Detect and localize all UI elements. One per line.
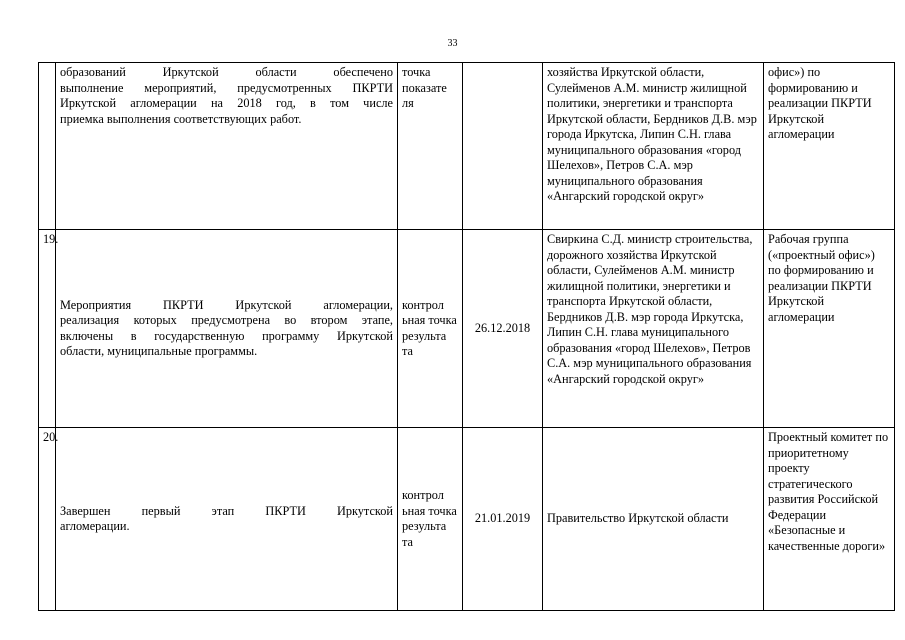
plan-table bbox=[38, 62, 895, 611]
row-body: офис») по формированию и реализации ПКРТИ Иркутской агломерации bbox=[764, 63, 895, 230]
page-number: 33 bbox=[447, 38, 458, 49]
row-description bbox=[56, 230, 398, 428]
row-date: 21.01.2019 bbox=[463, 428, 543, 611]
row-type: контрол ьная точка результа та bbox=[398, 230, 463, 428]
description-line: включены в государственную программу Иркутской bbox=[60, 328, 393, 343]
description-line: Иркутской агломерации на 2018 год, в том числе bbox=[60, 96, 393, 110]
row-responsible: хозяйства Иркутской области, Сулейменов А.М. министр жилищной политики, энергетики и транспорта Иркутской области, Бердников Д.В. мэр города Иркутска, Липин С.Н. глава муниципального образования «город Шелехов», Петров С.А. мэр муниципального образования «Ангарский городской округ» bbox=[543, 63, 764, 230]
description-line: агломерации. bbox=[60, 519, 130, 533]
description-line: области, муниципальные программы. bbox=[60, 344, 258, 358]
table-row bbox=[39, 428, 895, 611]
row-number: 20. bbox=[39, 428, 56, 611]
description-line: образований Иркутской области обеспечено bbox=[60, 65, 393, 79]
row-date: 26.12.2018 bbox=[463, 230, 543, 428]
row-number: 19. bbox=[39, 230, 56, 428]
row-type: точка показате ля bbox=[398, 63, 463, 230]
description-line: Мероприятия ПКРТИ Иркутской агломерации, bbox=[60, 297, 393, 312]
table-row bbox=[39, 230, 895, 428]
description-line: выполнение мероприятий, предусмотренных ПКРТИ bbox=[60, 80, 393, 95]
description-line: реализация которых предусмотрена во втором этапе, bbox=[60, 313, 393, 327]
row-description bbox=[56, 63, 398, 230]
row-type: контрол ьная точка результа та bbox=[398, 428, 463, 611]
row-description bbox=[56, 428, 398, 611]
row-date bbox=[463, 63, 543, 230]
row-body: Проектный комитет по приоритетному проекту стратегического развития Российской Федерации «Безопасные и качественные дороги» bbox=[764, 428, 895, 611]
row-number bbox=[39, 63, 56, 230]
table-row bbox=[39, 63, 895, 230]
row-body: Рабочая группа («проектный офис») по формированию и реализации ПКРТИ Иркутской агломерации bbox=[764, 230, 895, 428]
row-responsible: Свиркина С.Д. министр строительства, дорожного хозяйства Иркутской области, Сулейменов А.М. министр жилищной политики, энергетики и транспорта Иркутской области, Бердников Д.В. мэр города Иркутска, Липин С.Н. глава муниципального образования «город Шелехов», Петров С.А. мэр муниципального образования «Ангарский городской округ» bbox=[543, 230, 764, 428]
row-responsible: Правительство Иркутской области bbox=[543, 428, 764, 611]
description-line: Завершен первый этап ПКРТИ Иркутской bbox=[60, 503, 393, 518]
description-line: приемка выполнения соответствующих работ. bbox=[60, 111, 302, 126]
